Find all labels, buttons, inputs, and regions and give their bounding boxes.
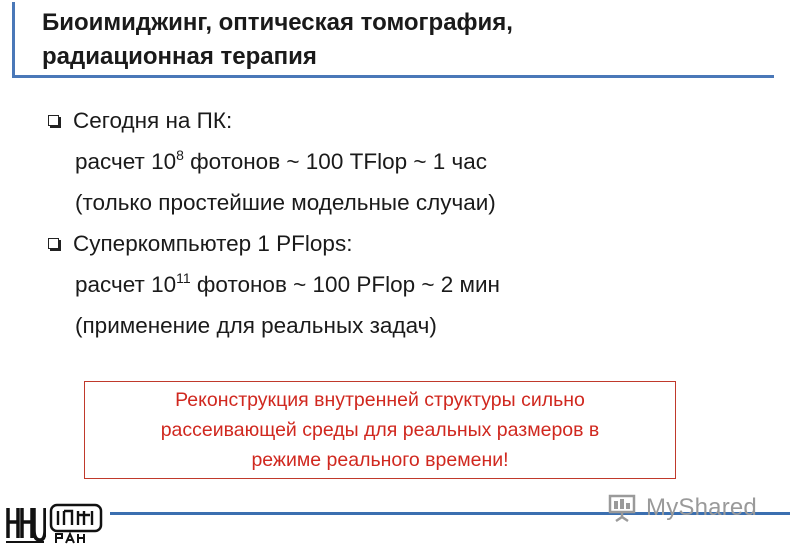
slide-title-line-2: радиационная терапия (42, 43, 317, 70)
note-line-supercomputer: (применение для реальных задач) (75, 313, 437, 338)
bullet-heading: Суперкомпьютер 1 PFlops: (73, 231, 353, 256)
title-accent-bar-left (12, 2, 15, 78)
watermark-text: MyShared (646, 494, 757, 521)
calc-line-pc (48, 141, 768, 182)
calc-exponent: 8 (176, 147, 184, 163)
title-accent-bar-bottom (12, 75, 774, 78)
bullet-list (48, 100, 768, 346)
ipf-ran-logo (48, 503, 104, 545)
slide-title-line-1: Биоимиджинг, оптическая томография, (42, 9, 513, 36)
watermark (606, 490, 776, 526)
calc-suffix: фотонов ~ 100 PFlop ~ 2 мин (190, 272, 500, 297)
note-line-pc: (только простейшие модельные случаи) (75, 190, 496, 215)
calc-exponent: 11 (176, 270, 191, 286)
callout-text (100, 385, 660, 475)
callout-line-1: Реконструкция внутренней структуры сильно (175, 389, 585, 411)
slide-title (42, 6, 762, 74)
callout-line-2: рассеивающей среды для реальных размеров в (160, 419, 600, 441)
calc-prefix: расчет 10 (75, 272, 177, 297)
checkbox-bullet-icon (48, 115, 59, 126)
bullet-item-pc (48, 100, 768, 141)
calc-line-supercomputer (48, 264, 768, 305)
checkbox-bullet-icon (48, 238, 59, 249)
bullet-item-supercomputer (48, 223, 768, 264)
callout-box (84, 381, 676, 479)
myshared-logo-icon (606, 493, 640, 523)
callout-line-3: режиме реального времени! (251, 449, 509, 471)
bullet-heading: Сегодня на ПК: (73, 108, 233, 133)
calc-prefix: расчет 10 (75, 149, 177, 174)
calc-suffix: фотонов ~ 100 TFlop ~ 1 час (183, 149, 487, 174)
nnu-logo (4, 500, 46, 546)
